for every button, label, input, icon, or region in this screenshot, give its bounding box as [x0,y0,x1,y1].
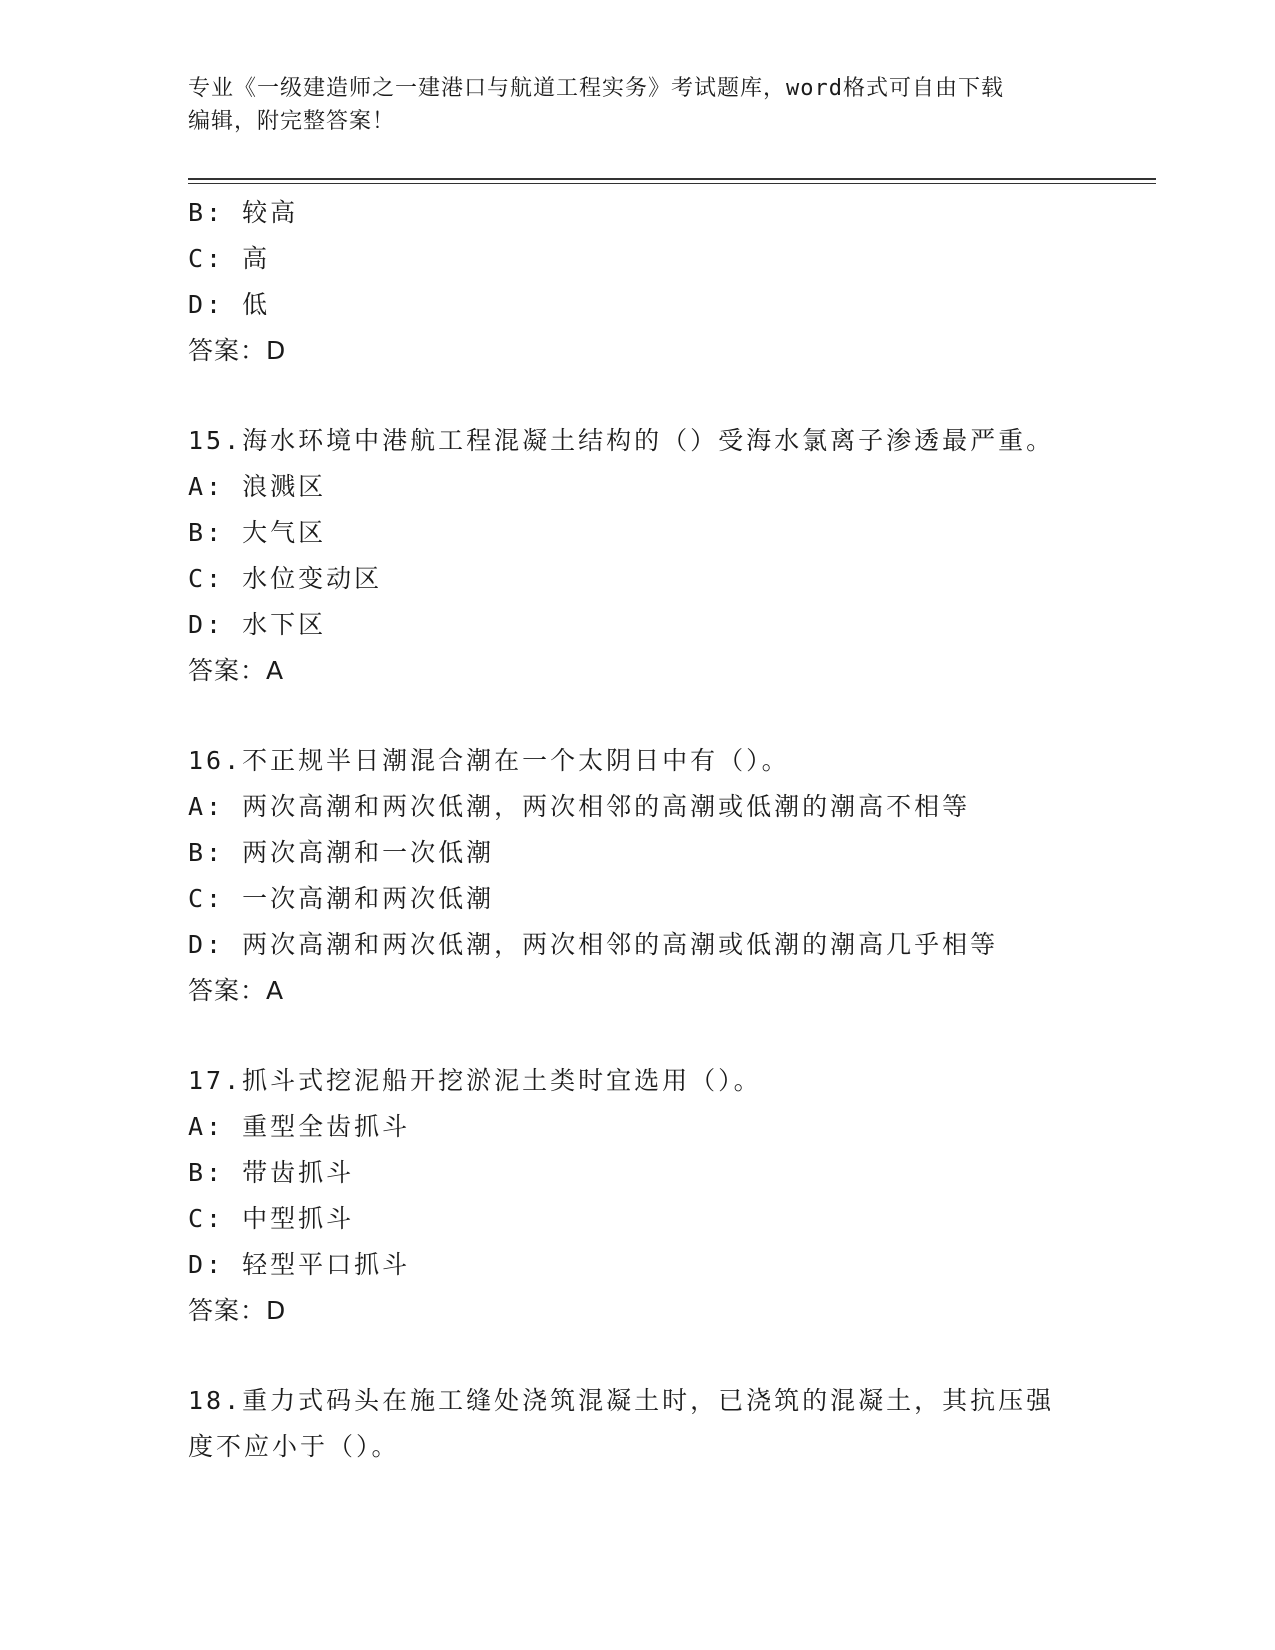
page-header [188,72,1088,138]
option-a: A: 浪溅区 [188,472,327,501]
option-b: B: 大气区 [188,518,327,547]
answer-line: 答案：D [188,336,287,365]
option-c: C: 一次高潮和两次低潮 [188,884,495,913]
option-a: A: 重型全齿抓斗 [188,1112,411,1141]
answer-line: 答案：A [188,976,285,1005]
question-stem-line-2: 度不应小于（）。 [188,1432,400,1461]
answer-line: 答案：D [188,1296,287,1325]
option-a: A: 两次高潮和两次低潮，两次相邻的高潮或低潮的潮高不相等 [188,792,971,821]
option-c: C: 中型抓斗 [188,1204,355,1233]
option-c: C: 高 [188,244,271,273]
header-rule-thick [188,178,1156,180]
question-stem-line-1: 18.重力式码头在施工缝处浇筑混凝土时，已浇筑的混凝土，其抗压强 [188,1386,1055,1415]
question-18 [188,1378,1088,1470]
question-17 [188,1058,1088,1334]
question-stem: 15.海水环境中港航工程混凝土结构的（）受海水氯离子渗透最严重。 [188,426,1055,455]
header-rule-thin [188,183,1156,184]
question-16 [188,738,1088,1014]
option-b: B: 较高 [188,198,299,227]
option-b: B: 带齿抓斗 [188,1158,355,1187]
question-15 [188,418,1088,694]
option-d: D: 低 [188,290,271,319]
answer-line: 答案：A [188,656,285,685]
question-content [188,190,1088,1470]
question-stem: 17.抓斗式挖泥船开挖淤泥土类时宜选用（）。 [188,1066,762,1095]
header-line-2: 编辑，附完整答案！ [188,109,396,134]
question-14-continued [188,190,1088,374]
option-d: D: 两次高潮和两次低潮，两次相邻的高潮或低潮的潮高几乎相等 [188,930,999,959]
header-line-1: 专业《一级建造师之一建港口与航道工程实务》考试题库，word格式可自由下载 [188,76,1004,101]
option-c: C: 水位变动区 [188,564,383,593]
option-b: B: 两次高潮和一次低潮 [188,838,495,867]
option-d: D: 水下区 [188,610,327,639]
question-stem: 16.不正规半日潮混合潮在一个太阴日中有（）。 [188,746,790,775]
option-d: D: 轻型平口抓斗 [188,1250,411,1279]
